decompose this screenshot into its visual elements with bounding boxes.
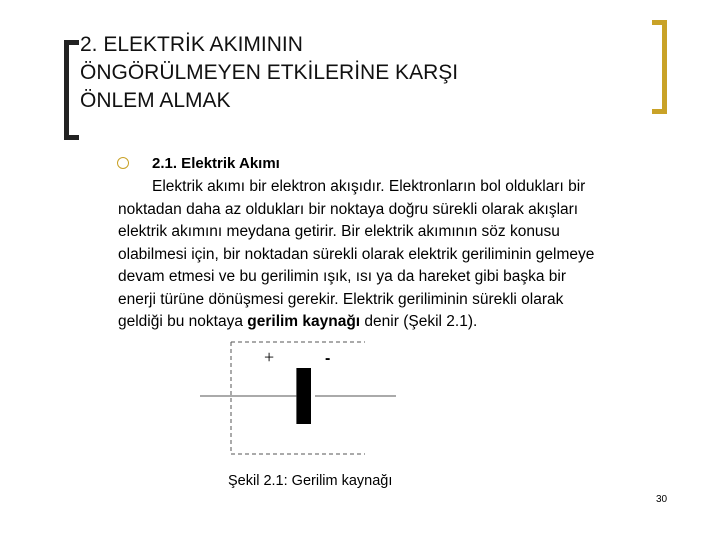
paragraph-line: noktadan daha az oldukları bir noktaya doğru sürekli olarak akışları bbox=[118, 200, 579, 218]
body-paragraph bbox=[118, 176, 678, 334]
paragraph-line: olabilmesi için, bir noktadan sürekli olarak elektrik geriliminin gelmeye bbox=[118, 245, 595, 263]
paragraph-last-line bbox=[118, 311, 678, 334]
paragraph-line: Elektrik akımı bir elektron akışıdır. Elektronların bol oldukları bir bbox=[152, 178, 586, 195]
voltage-source-figure bbox=[200, 338, 400, 458]
title-line-1: 2. ELEKTRİK AKIMININ bbox=[80, 33, 303, 56]
slide-title bbox=[80, 31, 640, 115]
page-number: 30 bbox=[656, 494, 668, 505]
title-line-2: ÖNGÖRÜLMEYEN ETKİLERİNE KARŞI bbox=[80, 61, 459, 84]
bullet-circle-icon bbox=[117, 157, 129, 169]
paragraph-line: enerji türüne dönüşmesi gerekir. Elektrik geriliminin sürekli olarak bbox=[118, 290, 564, 308]
paragraph-line: elektrik akımını meydana getirir. Bir elektrik akımının söz konusu bbox=[118, 223, 560, 240]
section-heading: 2.1. Elektrik Akımı bbox=[152, 155, 280, 172]
figure-caption: Şekil 2.1: Gerilim kaynağı bbox=[228, 473, 393, 489]
paragraph-line: devam etmesi ve bu gerilimin ışık, ısı ya da hareket gibi başka bir bbox=[118, 268, 566, 285]
last-line-text-before: geldiği bu noktaya bbox=[118, 313, 248, 330]
last-line-text-after: denir (Şekil 2.1). bbox=[360, 313, 478, 330]
title-line-3: ÖNLEM ALMAK bbox=[80, 89, 231, 112]
right-bracket-decoration bbox=[652, 20, 667, 114]
term-gerilim-kaynagi: gerilim kaynağı bbox=[247, 313, 361, 330]
negative-plate bbox=[297, 368, 311, 424]
minus-sign: - bbox=[325, 350, 331, 367]
plus-sign: + bbox=[264, 347, 275, 367]
left-bracket-decoration bbox=[64, 40, 79, 140]
